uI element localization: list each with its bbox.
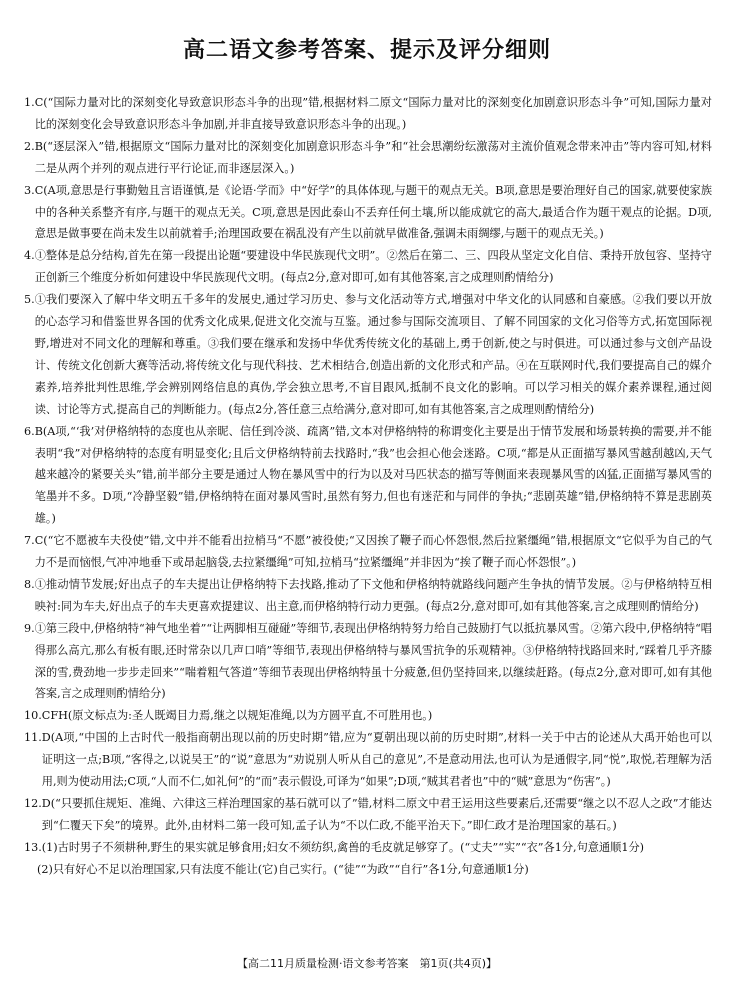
item-text: ①我们要深入了解中华文明五千多年的发展史,通过学习历史、参与文化活动等方式,增强对中华文化的认同感和自豪感。②我们要以开放的心态学习和借鉴世界各国的优秀文化成果,促进文化交流与互鉴。通过参与国际交流项目、了解不同国家的文化习俗等方式,拓宽国际视野,增进对不同文化的理解和尊重。③我们要在继承和发扬中华优秀传统文化的基础上,勇于创新,使之与时俱进。可以通过参与文创产品设计、传统文化创新大赛等活动,将传统文化与现代科技、艺术相结合,创造出新的文化形式和产品。④在互联网时代,我们要提高自己的媒介素养,培养批判性思维,学会辨别网络信息的真伪,学会独立思考,不盲目跟风,抵制不良文化的影响。可以学习相关的媒介素养课程,通过阅读、讨论等方式,提高自己的判断能力。(每点2分,答任意三点给满分,意对即可,如有其他答案,言之成理则酌情给分) xyxy=(34,293,712,416)
item-text: D(“只要抓住规矩、准绳、六律这三样治理国家的基石就可以了”错,材料二原文中君王运用这些要素后,还需要“继之以不忍人之政”才能达到“仁覆天下矣”的境界。此外,由材料二第一段可知,孟子认为“不以仁政,不能平治天下。”即仁政才是治理国家的基石。) xyxy=(41,797,712,832)
item-text: (2)只有好心不足以治理国家,只有法度不能让(它)自己实行。(“徒”“为政”“自行”各1分,句意通顺1分) xyxy=(37,862,529,876)
item-text: (1)古时男子不须耕种,野生的果实就足够食用;妇女不须纺织,禽兽的毛皮就足够穿了。(“丈夫”“实”“衣”各1分,句意通顺1分) xyxy=(41,840,644,854)
item-number: 7. xyxy=(24,534,35,548)
answer-item xyxy=(24,530,712,574)
answer-item xyxy=(24,574,712,618)
item-number: 4. xyxy=(24,249,35,263)
item-text: B(“逐层深入”错,根据原文“国际力量对比的深刻变化加剧意识形态斗争”和“社会思潮纷纭激荡对主流价值观念带来冲击”等内容可知,材料二是从两个并列的观点进行平行论证,而非逐层深入。) xyxy=(34,139,712,175)
answer-subitem xyxy=(24,859,712,881)
answer-item xyxy=(24,793,712,837)
item-text: C(“它不愿被车夫役使”错,文中并不能看出拉梢马“不愿”被役使;“又因挨了鞭子而心怀怨恨,然后拉紧缰绳”错,根据原文“它似乎为自己的气力不是而恼恨,气冲冲地垂下或昂起脑袋,去拉紧缰绳”可知,拉梢马“拉紧缰绳”并非因为“挨了鞭子而心怀怨恨”。) xyxy=(34,534,712,570)
page-footer: 【高二11月质量检测·语文参考答案 第1页(共4页)】 xyxy=(236,957,498,970)
answer-item xyxy=(24,245,712,289)
item-text: C(A项,意思是行事勤勉且言语谨慎,是《论语·学而》中“好学”的具体体现,与题干的观点无关。B项,意思是要治理好自己的国家,就要使家族中的各种关系整齐有序,与题干的观点无关。C项,意思是因此泰山不丢弃任何土壤,所以能成就它的高大,最适合作为题干观点的论据。D项,意思是做事要在尚未发生以前就着手;治理国政要在祸乱没有产生以前就早做准备,强调未雨绸缪,与题干的观点无关。) xyxy=(34,183,713,241)
item-number: 2. xyxy=(24,139,35,153)
answer-item xyxy=(24,618,712,706)
item-number: 5. xyxy=(24,293,35,307)
page-title: 高二语文参考答案、提示及评分细则 xyxy=(182,38,551,63)
answer-item xyxy=(24,136,712,180)
item-number: 10. xyxy=(24,709,42,723)
item-number: 13. xyxy=(24,840,42,854)
item-number: 9. xyxy=(24,621,35,635)
item-text: B(A项,“‘我’对伊格纳特的态度也从亲昵、信任到冷淡、疏离”错,文本对伊格纳特的称谓变化主要是出于情节发展和场景转换的需要,并不能表明“我”对伊格纳特的态度有明显变化;且后文伊格纳特前去找路时,“我”也会担心他会迷路。C项,“都是从正面描写暴风雪越刮越凶,天气越来越冷的紧要关头”错,前半部分主要是通过人物在暴风雪中的行为以及对马匹状态的描写等侧面来表现暴风雪的凶猛,正面描写暴风雪的笔墨并不多。D项,“冷静坚毅”错,伊格纳特在面对暴风雪时,虽然有努力,但也有迷茫和与同伴的争执;“悲剧英雄”错,伊格纳特不算是悲剧英雄。) xyxy=(34,424,712,526)
answer-item xyxy=(24,180,712,246)
item-text: D(A项,“中国的上古时代一般指商朝出现以前的历史时期”错,应为“夏朝出现以前的历史时期”,材料一关于中古的论述从大禹开始也可以证明这一点;B项,“客得之,以说吴王”的“说”意思为“劝说别人听从自己的意见”,不是意动用法,也可认为是通假字,同“悦”,取悦,若理解为活用,则为使动用法;C项,“人而不仁,如礼何”的“而”表示假设,可译为“如果”;D项,“贼其君者也”中的“贼”意思为“伤害”。) xyxy=(41,731,712,789)
item-number: 11. xyxy=(24,731,42,745)
answer-item xyxy=(24,727,712,793)
item-number: 3. xyxy=(24,183,35,197)
item-text: ①推动情节发展;好出点子的车夫提出让伊格纳特下去找路,推动了下文他和伊格纳特就路线问题产生争执的情节发展。②与伊格纳特互相映衬:同为车夫,好出点子的车夫更喜欢提建议、出主意,而伊格纳特行动力更强。(每点2分,意对即可,如有其他答案,言之成理则酌情给分) xyxy=(34,577,712,613)
item-text: CFH(原文标点为:圣人既竭目力焉,继之以规矩准绳,以为方圆平直,不可胜用也。) xyxy=(41,709,433,723)
item-text: C(“国际力量对比的深刻变化导致意识形态斗争的出现”错,根据材料二原文“国际力量对比的深刻变化加剧意识形态斗争”可知,国际力量对比的深刻变化会导致意识形态斗争加剧,并非直接导致意识形态斗争的出现。) xyxy=(34,96,712,131)
answer-list xyxy=(24,92,712,881)
item-text: ①整体是总分结构,首先在第一段提出论题“要建设中华民族现代文明”。②然后在第二、三、四段从坚定文化自信、秉持开放包容、坚持守正创新三个维度分析如何建设中华民族现代文明。(每点2分,意对即可,如有其他答案,言之成理则酌情给分) xyxy=(34,249,712,285)
answer-item xyxy=(24,421,712,531)
answer-item xyxy=(24,705,712,727)
answer-item xyxy=(24,837,712,859)
answer-item xyxy=(24,92,712,136)
item-number: 6. xyxy=(24,424,35,438)
item-number: 8. xyxy=(24,577,35,591)
item-number: 1. xyxy=(24,96,35,109)
item-number: 12. xyxy=(24,797,42,810)
item-text: ①第三段中,伊格纳特“神气地坐着”“让两脚相互碰碰”等细节,表现出伊格纳特努力给自己鼓励打气以抵抗暴风雪。②第六段中,伊格纳特“唱得那么高亢,那么有板有眼,还时常杂以几声口哨”等细节,表现出伊格纳特与暴风雪抗争的乐观精神。③伊格纳特找路回来时,“踩着几乎齐膝深的雪,费劲地一步步走回来”“喘着粗气答道”等细节表现出伊格纳特虽十分疲惫,但仍坚持回来,以继续赶路。(每点2分,意对即可,如有其他答案,言之成理则酌情给分) xyxy=(34,621,712,701)
answer-item xyxy=(24,289,712,420)
